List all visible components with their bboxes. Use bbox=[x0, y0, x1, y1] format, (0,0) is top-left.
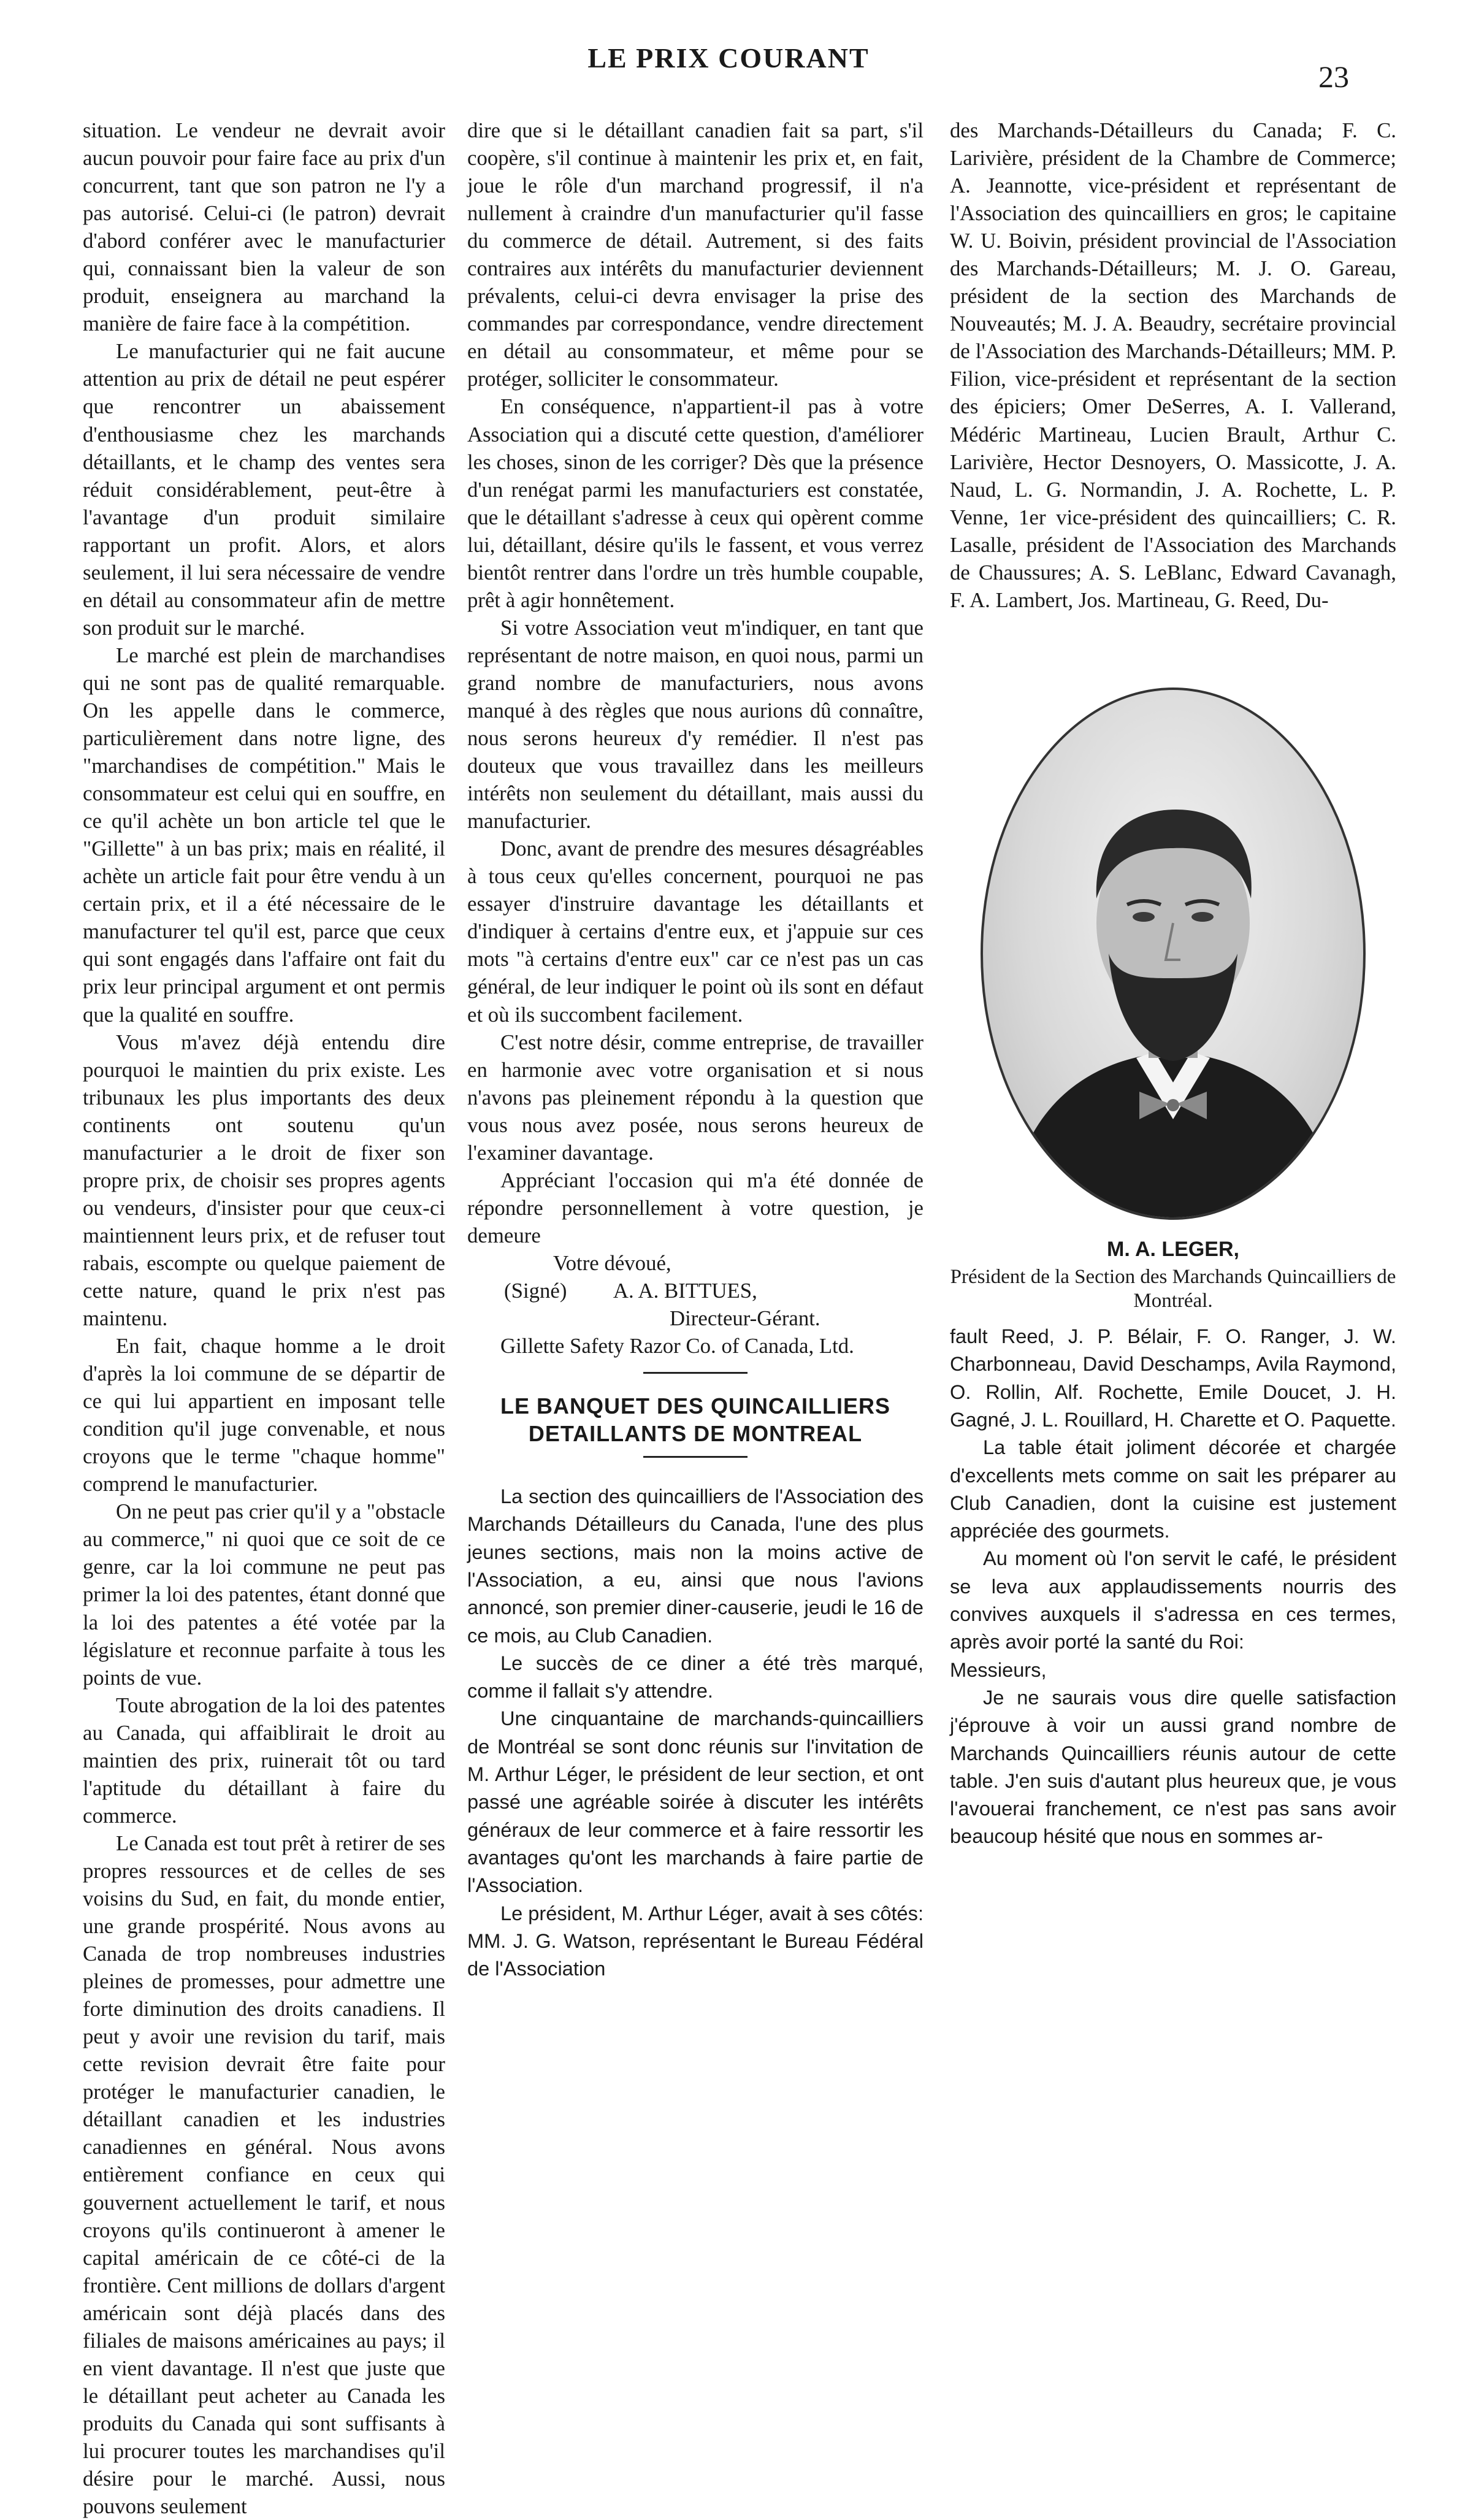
paragraph: Je ne saurais vous dire quelle satisfaction j'éprouve à voir un aussi grand nombre de Marchands Quincailliers réunis autour de cette table. J'en suis d'autant plus heureux que, je vous l'avouerai franchement, ce n'est pas sans avoir beaucoup hésité que nous en sommes ar- bbox=[950, 1685, 1396, 1848]
paragraph: Une cinquantaine de marchands-quincailliers de Montréal se sont donc réunis sur l'invitation de M. Arthur Léger, le président de leur section, et ont passé une agréable soirée à discuter les intérêts généraux de leur commerce et à faire ressortir les avantages qu'ont les marchands à faire partie de l'Association. bbox=[467, 1707, 924, 1897]
paragraph: Si votre Association veut m'indiquer, en tant que représentant de notre maison, en quoi nous, parmi un grand nombre de manufacturiers, nous avons manqué à des règles que nous aurions dû connaître, nous serons heureux d'y remédier. Il n'est pas douteux que vous travaillez dans les meilleurs intérêts non seulement du détaillant, mais aussi du manufacturier. bbox=[467, 615, 924, 833]
paragraph: Donc, avant de prendre des mesures désagréables à tous ceux qu'elles concernent, pourquoi ne pas essayer d'instruire davantage les détaillants et d'indiquer à certains d'entre eux, et j'appuie sur ces mots "à certains d'entre eux" car ce n'est pas un cas général, de leur indiquer le point où ils sont en défaut et où ils succombent facilement. bbox=[467, 837, 924, 1027]
paragraph: En fait, chaque homme a le droit d'après la loi commune de se départir de ce qui lui appartient en imposant telle condition qu'il juge convenable, et nous croyons que le terme "chaque homme" comprend le manufacturier. bbox=[83, 1334, 445, 1496]
page-number: 23 bbox=[1318, 59, 1349, 94]
paragraph: Le manufacturier qui ne fait aucune attention au prix de détail ne peut espérer que rencontrer un abaissement d'enthousiasme chez les marchands détaillants, et le champ des ventes sera réduit considérablement, peut-être à l'avantage d'un produit similaire rapportant un profit. Alors, et alors seulement, il lui sera nécessaire de vendre en détail au consommateur afin de mettre son produit sur le marché. bbox=[83, 339, 445, 640]
paragraph: Le marché est plein de marchandises qui ne sont pas de qualité remarquable. On les appelle dans le commerce, particulièrement dans notre ligne, des "marchandises de compétition." Mais le consommateur est celui qui en souffre, en ce qu'il achète un bon article tel que le "Gillette" à un bas prix; mais en réalité, il achète un article fait pour être vendu à un certain prix, et il a été nécessaire de le manufacturer tel qu'il est, parce que ceux qui sont engagés dans l'affaire ont fait du prix leur principal argument et ont permis que la qualité en souffre. bbox=[83, 643, 445, 1027]
signature-closing: Votre dévoué, bbox=[553, 1250, 671, 1275]
column-1 bbox=[83, 117, 445, 2520]
paragraph: La table était joliment décorée et chargée d'excellents mets comme on sait les préparer au Club Canadien, dont la cuisine est justement appréciée des gourmets. bbox=[950, 1436, 1396, 1542]
signature-line bbox=[467, 1277, 924, 1304]
paragraph: C'est notre désir, comme entreprise, de travailler en harmonie avec votre organisation et si nous n'avons pas pleinement répondu à la question que vous nous avez posée, nous serons heureux de l'examiner davantage. bbox=[467, 1030, 924, 1165]
paragraph: Messieurs, bbox=[950, 1658, 1047, 1681]
signature-name: A. A. BITTUES, bbox=[613, 1278, 757, 1303]
portrait-caption-role: Président de la Section des Marchands Quincailliers de Montréal. bbox=[950, 1265, 1396, 1312]
paragraph: situation. Le vendeur ne devrait avoir aucun pouvoir pour faire face au prix d'un concurrent, tant que son patron ne l'y a pas autorisé. Celui-ci (le patron) devrait d'abord conférer avec le manufacturier qui, connaissant bien la valeur de son produit, enseignera au marchand la manière de faire face à la compétition. bbox=[83, 118, 445, 336]
portrait-photo bbox=[981, 687, 1366, 1220]
portrait-caption-name: M. A. LEGER, bbox=[1107, 1237, 1239, 1261]
title-divider bbox=[643, 1456, 748, 1458]
article-continuation bbox=[950, 1322, 1396, 1850]
section-divider bbox=[643, 1372, 748, 1374]
paragraph: Appréciant l'occasion qui m'a été donnée de répondre personnellement à votre question, je demeure bbox=[467, 1168, 924, 1247]
column-2 bbox=[467, 117, 924, 1982]
paragraph: La section des quincailliers de l'Association des Marchands Détailleurs du Canada, l'une des plus jeunes sections, mais non la moins active de l'Association, a eu, ainsi que nous l'avions annoncé, son premier diner-causerie, jeudi le 16 de ce mois, au Club Canadien. bbox=[467, 1485, 924, 1647]
signature-title: Directeur-Gérant. bbox=[670, 1306, 820, 1331]
article-title: LE BANQUET DES QUINCAILLIERS DETAILLANTS DE MONTREAL bbox=[500, 1393, 891, 1447]
paragraph: Le président, M. Arthur Léger, avait à ses côtés: MM. J. G. Watson, représentant le Bureau Fédéral de l'Association bbox=[467, 1901, 924, 1980]
paragraph: Le succès de ce diner a été très marqué, comme il fallait s'y attendre. bbox=[467, 1651, 924, 1702]
portrait-figure bbox=[983, 690, 1363, 1217]
page-header-title: LE PRIX COURANT bbox=[587, 42, 870, 74]
paragraph: fault Reed, J. P. Bélair, F. O. Ranger, J. W. Charbonneau, David Deschamps, Avila Raymond, O. Rollin, Alf. Rochette, Emile Doucet, J. H. Gagné, J. L. Rouillard, H. Charette et O. Paquette. bbox=[950, 1325, 1396, 1431]
paragraph: On ne peut pas crier qu'il y a "obstacle au commerce," ni quoi que ce soit de ce genre, car la loi commune ne peut pas primer la loi des patentes, étant donné que la loi des patentes a été votée par la législature et reconnue parfaite à tous les points de vue. bbox=[83, 1499, 445, 1690]
paragraph: En conséquence, n'appartient-il pas à votre Association qui a discuté cette question, d'améliorer les choses, sinon de les corriger? Dès que la présence d'un renégat parmi les manufacturiers est constatée, que le détaillant s'adresse à ceux qui opèrent comme lui, détaillant, désire qu'ils le fassent, et vous verrez bientôt rentrer dans l'ordre un très humble coupable, prêt à agir honnêtement. bbox=[467, 394, 924, 612]
column-3 bbox=[950, 117, 1396, 1850]
paragraph: dire que si le détaillant canadien fait sa part, s'il coopère, s'il continue à maintenir les prix et, en fait, joue le rôle d'un marchand progressif, il n'a nullement à craindre d'un manufacturier qu'il fasse du commerce de détail. Autrement, si des faits contraires aux intérêts du manufacturier deviennent prévalents, celui-ci devra envisager la prise des commandes par correspondance, vendre directement en détail au consommateur, et même pour se protéger, solliciter le consommateur. bbox=[467, 118, 924, 391]
letter-signature bbox=[467, 1249, 924, 1360]
paragraph: Vous m'avez déjà entendu dire pourquoi le maintien du prix existe. Les tribunaux les plus importants des deux continents ont soutenu qu'un manufacturier a le droit de fixer son propre prix, de choisir ses propres agents ou vendeurs, d'insister pour que ceux-ci maintiennent leurs prix, et de refuser tout rabais, escompte ou quelque paiement de cette nature, quand le prix n'est pas maintenu. bbox=[83, 1030, 445, 1331]
signature-signed: (Signé) bbox=[504, 1278, 567, 1303]
paragraph: Au moment où l'on servit le café, le président se leva aux applaudissements nourris des convives auxquels il s'adressa en ces termes, après avoir porté la santé du Roi: bbox=[950, 1547, 1396, 1653]
article-body bbox=[467, 1482, 924, 1982]
signature-company: Gillette Safety Razor Co. of Canada, Ltd. bbox=[500, 1334, 854, 1358]
paragraph: Toute abrogation de la loi des patentes au Canada, qui affaiblirait le droit au maintien des prix, ruinerait tôt ou tard l'aptitude du détaillant à faire du commerce. bbox=[83, 1693, 445, 1828]
paragraph: des Marchands-Détailleurs du Canada; F. C. Larivière, président de la Chambre de Commerce; A. Jeannotte, vice-président et représentant de l'Association des quincailliers en gros; le capitaine W. U. Boivin, président provincial de l'Association des Marchands-Détailleurs; M. J. O. Gareau, président de la section des Marchands de Nouveautés; M. J. A. Beaudry, secrétaire provincial de l'Association des Marchands-Détailleurs; MM. P. Filion, vice-président et représentant de la section des épiciers; Omer DeSerres, A. I. Vallerand, Médéric Martineau, Lucien Brault, Arthur C. Larivière, Hector Desnoyers, O. Massicotte, J. A. Naud, L. G. Normandin, J. A. Rochette, L. P. Venne, 1er vice-président des quincailliers; C. R. Lasalle, président de l'Association des Marchands de Chaussures; A. S. LeBlanc, Edward Cavanagh, F. A. Lambert, Jos. Martineau, G. Reed, Du- bbox=[950, 118, 1396, 612]
paragraph: Le Canada est tout prêt à retirer de ses propres ressources et de celles de ses voisins du Sud, en fait, du monde entier, une grande prospérité. Nous avons au Canada de trop nombreuses industries pleines de promesses, pour admettre une forte diminution des droits canadiens. Il peut y avoir une revision du tarif, mais cette revision devrait être faite pour protéger le manufacturier canadien, le détaillant canadien et les industries canadiennes en général. Nous avons entièrement confiance en ceux qui gouvernent actuellement le tarif, et nous croyons qu'ils continueront à amener le capital américain de ce côté-ci de la frontière. Cent millions de dollars d'argent américain sont déjà placés dans des filiales de maisons américaines au pays; il en vient davantage. Il n'est que juste que le détaillant peut acheter au Canada les produits du Canada qui sont suffisants à lui procurer toutes les marchandises qu'il désire pour le marché. Aussi, nous pouvons seulement bbox=[83, 1831, 445, 2519]
